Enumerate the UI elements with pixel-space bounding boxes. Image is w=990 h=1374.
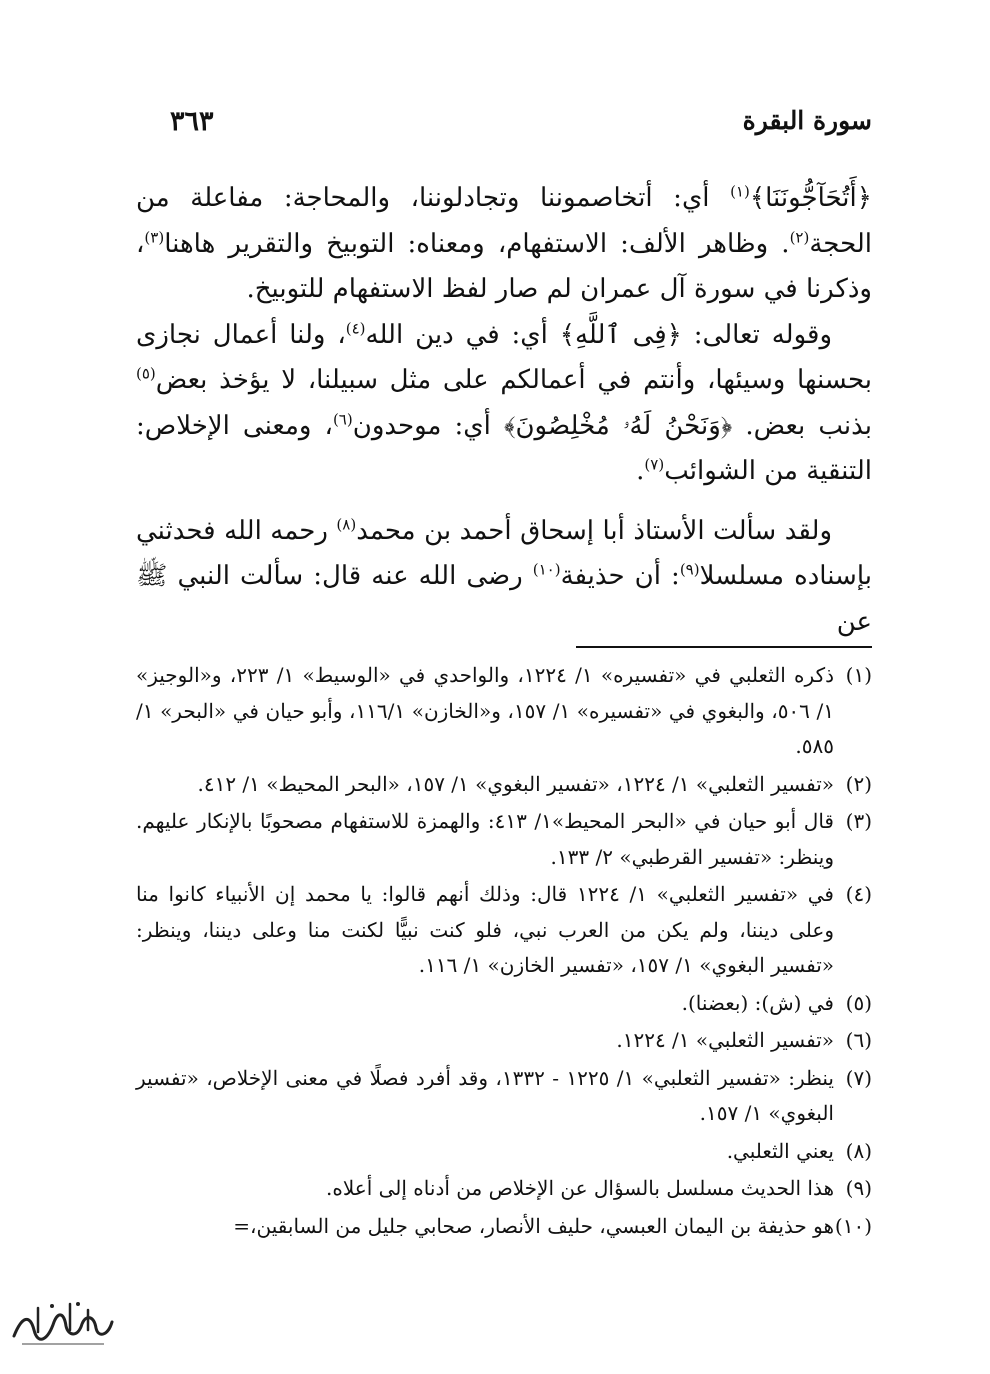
footnote-ref-10[interactable]: (١٠)	[532, 560, 561, 579]
footnote-number: (٥)	[845, 990, 872, 1015]
footnote-number: (٢)	[845, 771, 872, 796]
quran-quote: ﴿أَتُحَآجُّونَنَا﴾	[749, 183, 872, 213]
footnote-7	[136, 1061, 872, 1132]
footnote-text: يعني الثعلبي.	[726, 1138, 834, 1163]
text-span: ، ولنا أعمال نجازى بحسنها وسيئها، وأنتم في أعمالكم على مثل سبيلنا، لا يؤخذ بعض	[136, 319, 872, 395]
footnote-ref-9[interactable]: (٩)	[679, 560, 700, 579]
footnote-ref-2[interactable]: (٢)	[789, 227, 810, 246]
footnote-text: ينظر: «تفسير الثعلبي» ١/ ١٢٢٥ - ١٣٣٢، وقد أفرد فصلًا في معنى الإخلاص، «تفسير البغوي» ١/ ١٥٧.	[136, 1065, 834, 1125]
footnote-8	[136, 1134, 872, 1170]
text-span: بذنب بعض. ﴿وَنَحْنُ لَهُۥ مُخْلِصُونَ﴾ أي: موحدون	[352, 410, 872, 441]
footnote-ref-4[interactable]: (٤)	[345, 318, 366, 337]
footnote-number: (٨)	[845, 1138, 872, 1163]
footnote-10	[136, 1209, 872, 1245]
footnote-ref-6[interactable]: (٦)	[332, 409, 353, 428]
text-span: . وظاهر الألف: الاستفهام، ومعناه: التوبيخ والتقرير هاهنا	[164, 228, 790, 259]
paragraph-1	[136, 176, 872, 313]
footnote-text: هو حذيفة بن اليمان العبسي، حليف الأنصار، صحابي جليل من السابقين،=	[233, 1213, 834, 1238]
text-span: ، ومعنى الإخلاص: التنقية من الشوائب	[136, 410, 872, 486]
paragraph-2	[136, 313, 872, 495]
footnote-text: قال أبو حيان في «البحر المحيط»١/ ٤١٣: والهمزة للاستفهام مصحوبًا بالإنكار عليهم. وينظر: «تفسير القرطبي» ٢/ ١٣٣.	[136, 809, 834, 869]
text-span: .	[636, 456, 645, 486]
footnote-ref-3[interactable]: (٣)	[144, 227, 165, 246]
footnote-text: ذكره الثعلبي في «تفسيره» ١/ ١٢٢٤، والواحدي في «الوسيط» ١/ ٢٢٣، و«الوجيز» ١/ ٥٠٦، والبغوي في «تفسيره» ١/ ١٥٧، و«الخازن» ١١٦/١، وأبو حيان في «البحر» ١/ ٥٨٥.	[136, 663, 834, 758]
footnotes	[136, 658, 872, 1246]
footnote-number: (٧)	[845, 1065, 872, 1090]
footnote-1	[136, 658, 872, 765]
footnote-number: (٦)	[845, 1028, 872, 1052]
footnote-4	[136, 877, 872, 984]
text-span: وقوله تعالى: ﴿فِى ٱللَّهِ﴾ أي: في دين الله	[365, 319, 833, 350]
footnote-text: «تفسير الثعلبي» ١/ ١٢٢٤، «تفسير البغوي» ١/ ١٥٧، «البحر المحيط» ١/ ٤١٢.	[197, 771, 834, 796]
watermark-logo-icon	[8, 1296, 118, 1352]
footnote-number: (١٠)	[834, 1213, 872, 1238]
footnote-3	[136, 804, 872, 875]
footnote-9	[136, 1171, 872, 1207]
footnote-ref-5[interactable]: (٥)	[136, 364, 156, 383]
footnote-text: في «تفسير الثعلبي» ١/ ١٢٢٤ قال: وذلك أنهم قالوا: يا محمد إن الأنبياء كانوا منا وعلى ديننا، ولم يكن من العرب نبي، فلو كنت نبيًّا لكنت منا وعلى ديننا، وينظر: «تفسير البغوي» ١/ ١٥٧، «تفسير الخازن» ١/ ١١٦.	[136, 882, 834, 977]
footnote-text: في (ش): (بعضنا).	[681, 990, 834, 1015]
footnote-5	[136, 986, 872, 1022]
footnote-text: هذا الحديث مسلسل بالسؤال عن الإخلاص من أدناه إلى أعلاه.	[326, 1176, 834, 1200]
main-text	[136, 176, 872, 645]
paragraph-3	[136, 509, 872, 646]
footnote-6	[136, 1023, 872, 1059]
footnote-2	[136, 767, 872, 803]
text-span: رضى الله عنه قال: سألت النبي ﷺ عن	[136, 561, 872, 637]
footnote-ref-7[interactable]: (٧)	[644, 455, 665, 474]
footnote-number: (١)	[845, 663, 872, 687]
text-span: ، وذكرنا في سورة آل عمران لم صار لفظ الاستفهام للتوبيخ.	[136, 228, 872, 304]
footnote-ref-8[interactable]: (٨)	[336, 514, 357, 533]
page-number: ٣٦٣	[170, 106, 214, 137]
surah-title: سورة البقرة	[742, 106, 872, 135]
text-span: ولقد سألت الأستاذ أبا إسحاق أحمد بن محمد	[356, 515, 832, 546]
text-span: : أن حذيفة	[560, 561, 680, 591]
page-header	[170, 106, 872, 146]
footnote-text: «تفسير الثعلبي» ١/ ١٢٢٤.	[616, 1028, 834, 1052]
text-span: أي: أتخاصموننا وتجادلوننا، والمحاجة: مفاعلة من الحجة	[136, 183, 872, 259]
footnote-separator	[576, 646, 872, 648]
footnote-number: (٣)	[845, 809, 872, 833]
footnote-number: (٩)	[845, 1176, 872, 1200]
footnote-ref-1[interactable]: (١)	[730, 182, 750, 201]
text-span: رحمه الله فحدثني بإسناده مسلسلا	[136, 515, 872, 591]
footnote-number: (٤)	[845, 882, 872, 906]
